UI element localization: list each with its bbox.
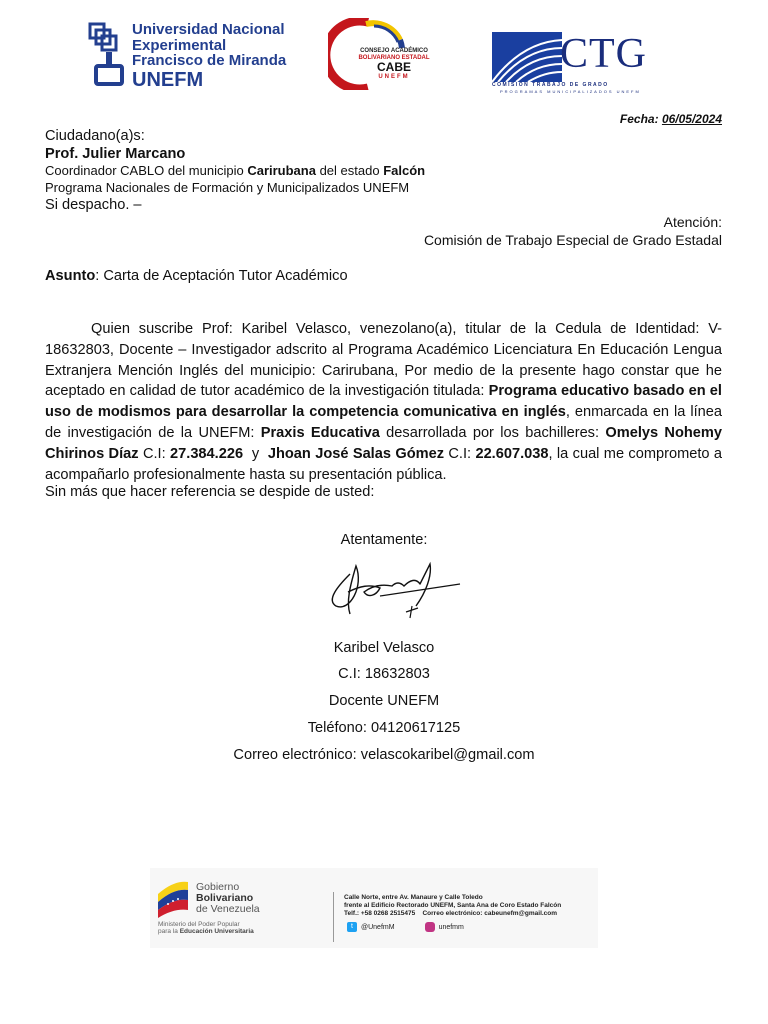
body-paragraph [45, 319, 722, 485]
ctg-emblem-icon [492, 32, 562, 82]
address-line1: Calle Norte, entre Av. Manaure y Calle Toledo [344, 894, 483, 901]
instagram-handle: unefmm [438, 923, 464, 931]
student-1-name: Omelys Nohemy Chirinos Díaz [45, 424, 723, 462]
signer-email: Correo electrónico: velascokaribel@gmail.com [233, 747, 535, 763]
conjunction: y [243, 445, 268, 462]
twitter-handle: @UnefmM [361, 923, 395, 931]
cabe-line1: CONSEJO ACADÉMICO [360, 48, 428, 54]
recipient-estado: Falcón [383, 163, 426, 178]
ministry-name [158, 921, 254, 935]
atentamente: Atentamente: [340, 532, 428, 548]
ministry-line2-pre: para la [158, 928, 180, 935]
subject-label: Asunto [45, 268, 96, 284]
government-name [196, 882, 260, 915]
ctg-logo [490, 28, 647, 96]
closing-line: Sin más que hacer referencia se despide de usted: [45, 484, 375, 500]
body-text-3: desarrollada por los bachilleres: [379, 424, 606, 441]
recipient-role-text: Coordinador CABLO del municipio [45, 163, 248, 178]
address-line2: frente al Edificio Rectorado UNEFM, Santa Ana de Coro Estado Falcón [344, 902, 562, 909]
recipient-name: Prof. Julier Marcano [45, 146, 186, 162]
unefm-emblem-icon [86, 22, 126, 86]
student-2-name: Jhoan José Salas Gómez [267, 445, 444, 462]
footer-address [344, 894, 561, 918]
ctg-subtitle2: PROGRAMAS MUNICIPALIZADOS UNEFM [500, 89, 641, 94]
address-line3: Telf.: +58 0268 2515475 Correo electrónico: cabeunefm@gmail.com [344, 910, 558, 917]
unefm-logo [86, 20, 296, 90]
body-text-4: , la cual me comprometo a acompañarlo profesionalmente hasta su presentación pública. [45, 445, 723, 483]
attention-label: Atención: [663, 214, 722, 230]
attention-value: Comisión de Trabajo Especial de Grado Estadal [423, 232, 722, 248]
ci-label-2: C.I: [444, 445, 476, 462]
unefm-name-line3: Francisco de Miranda [132, 52, 287, 69]
recipient-role-mid: del estado [315, 163, 384, 178]
body-text-2: , enmarcada en la línea de investigación de la UNEFM: [45, 404, 722, 441]
signer-name: Karibel Velasco [333, 640, 435, 656]
ministry-line2-bold: Educación Universitaria [179, 928, 254, 935]
subject-line [45, 268, 348, 284]
signer-phone: Teléfono: 04120617125 [307, 720, 461, 736]
signature-icon [320, 556, 470, 628]
ctg-title: CTG [560, 31, 647, 77]
unefm-acronym: UNEFM [132, 68, 204, 91]
cabe-line4: UNEFM [378, 74, 410, 80]
greeting: Ciudadano(a)s: [45, 128, 145, 144]
cabe-acronym: CABE [376, 60, 411, 74]
ci-label-1: C.I: [138, 445, 171, 462]
unefm-name-line2: Experimental [132, 36, 227, 54]
student-1-ci: 27.384.226 [170, 445, 244, 462]
recipient-program: Programa Nacionales de Formación y Municipalizados UNEFM [45, 180, 410, 195]
subject-value: : Carta de Aceptación Tutor Académico [95, 268, 348, 284]
signer-role: Docente UNEFM [328, 693, 440, 709]
instagram-icon [425, 922, 435, 932]
date-label: Fecha: [619, 112, 659, 126]
gov-line3: de Venezuela [196, 903, 260, 915]
recipient-role [45, 163, 425, 178]
research-title: Programa educativo basado en el uso de modismos para desarrollar la competencia comunicativa en inglés [45, 383, 722, 421]
research-line: Praxis Educativa [260, 424, 380, 441]
student-2-ci: 22.607.038 [475, 445, 549, 462]
date-value: 06/05/2024 [661, 112, 722, 126]
ministry-line1: Ministerio del Poder Popular [158, 921, 240, 928]
signer-ci: C.I: 18632803 [338, 666, 430, 682]
ctg-subtitle: COMISIÓN TRABAJO DE GRADO [492, 82, 609, 88]
footer-social [347, 922, 464, 932]
footer-divider [333, 892, 334, 942]
date-line [620, 112, 722, 126]
despacho: Si despacho. – [45, 197, 142, 213]
venezuela-flag-icon [156, 876, 190, 918]
cabe-line2: BOLIVARIANO ESTADAL [358, 54, 430, 61]
body-text-1: Quien suscribe Prof: Karibel Velasco, venezolano(a), titular de la Cedula de Identidad: V-18632803, Docente – Investigador adscrito al Programa Académico Licenciatura En Educación Lengua Extranjera Mención Inglés del municipio: Carirubana, Por medio de la presente hago constar que he aceptado en calidad de tutor académico de la investigación titulada: [45, 321, 722, 400]
unefm-name-line1: Universidad Nacional [132, 21, 285, 38]
twitter-icon: t [347, 922, 357, 932]
gov-line2: Bolivariano [196, 892, 254, 904]
footer [150, 868, 598, 948]
recipient-municipio: Carirubana [247, 163, 316, 178]
cabe-logo [328, 18, 436, 90]
gov-line1: Gobierno [196, 881, 240, 893]
